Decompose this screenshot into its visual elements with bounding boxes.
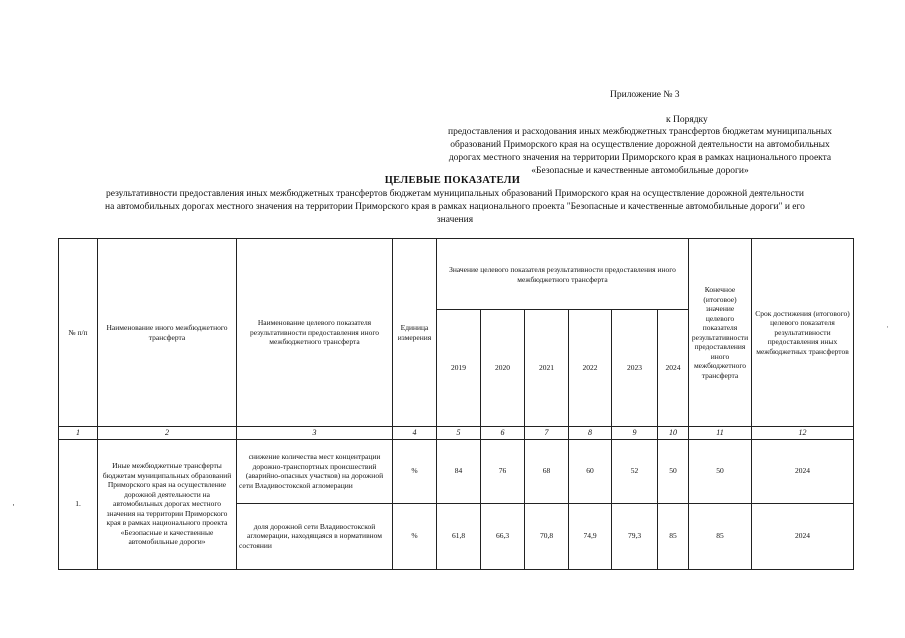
column-number: 7 [525, 427, 569, 440]
header-values-group: Значение целевого показателя результативности предоставления иного межбюджетного трансферта [437, 239, 689, 310]
value-cell: 76 [481, 439, 525, 503]
appendix-title: Приложение № 3 [610, 90, 680, 100]
column-number: 2 [98, 427, 237, 440]
final-value-cell: 85 [689, 503, 752, 569]
header-deadline: Срок достижения (итогового) целевого показателя результативности предоставления иных межбюджетных трансфертов [752, 239, 854, 427]
final-value-cell: 50 [689, 439, 752, 503]
value-cell: 52 [612, 439, 658, 503]
column-number: 9 [612, 427, 658, 440]
value-cell: 84 [437, 439, 481, 503]
header-transfer-name: Наименование иного межбюджетного трансферта [98, 239, 237, 427]
scan-speck: · [12, 500, 15, 510]
indicator-name: доля дорожной сети Владивостокской агломерации, находящаяся в нормативном состоянии [237, 503, 393, 569]
subheading-line: результативности предоставления иных межбюджетных трансфертов бюджетам муниципальных образований Приморского края на осуществление дорожной деятельности [106, 189, 804, 199]
column-number: 5 [437, 427, 481, 440]
year-header: 2019 [437, 310, 481, 427]
column-number: 3 [237, 427, 393, 440]
value-cell: 66,3 [481, 503, 525, 569]
column-number: 6 [481, 427, 525, 440]
document-heading: ЦЕЛЕВЫЕ ПОКАЗАТЕЛИ [384, 175, 521, 186]
column-numbers-row [59, 427, 854, 440]
order-title [400, 126, 880, 178]
order-line: образований Приморского края на осуществление дорожной деятельности на автомобильных [450, 140, 830, 150]
header-num: № п/п [59, 239, 98, 427]
order-reference: к Порядку [666, 115, 708, 125]
order-line: «Безопасные и качественные автомобильные дороги» [531, 166, 749, 176]
indicator-name: снижение количества мест концентрации дорожно-транспортных происшествий (аварийно-опасных участков) на дорожной сети Владивостокской агломерации [237, 439, 393, 503]
column-number: 8 [569, 427, 612, 440]
year-header: 2023 [612, 310, 658, 427]
order-line: предоставления и расходования иных межбюджетных трансфертов бюджетам муниципальных [447, 127, 833, 137]
header-indicator-name: Наименование целевого показателя результативности предоставления иного межбюджетного трансферта [237, 239, 393, 427]
header-row [59, 239, 854, 310]
subheading-line: на автомобильных дорогах местного значения на территории Приморского края в рамках национального проекта "Безопасные и качественные автомобильные дороги" и его [105, 202, 805, 212]
transfer-name: Иные межбюджетные трансферты бюджетам муниципальных образований Приморского края на осуществление дорожной деятельности на автомобильных дорогах местного значения на территории Приморского края в рамках национального проекта «Безопасные и качественные автомобильные дороги» [98, 439, 237, 569]
column-number: 11 [689, 427, 752, 440]
value-cell: 61,8 [437, 503, 481, 569]
header-unit: Единица измерения [393, 239, 437, 427]
value-cell: 50 [658, 439, 689, 503]
deadline-cell: 2024 [752, 503, 854, 569]
deadline-cell: 2024 [752, 439, 854, 503]
value-cell: 74,9 [569, 503, 612, 569]
year-header: 2022 [569, 310, 612, 427]
value-cell: 70,8 [525, 503, 569, 569]
unit-cell: % [393, 439, 437, 503]
column-number: 4 [393, 427, 437, 440]
column-number: 12 [752, 427, 854, 440]
column-number: 1 [59, 427, 98, 440]
scan-speck: · [886, 322, 889, 332]
year-header: 2024 [658, 310, 689, 427]
document-subheading [55, 188, 855, 227]
row-num: 1. [59, 439, 98, 569]
year-header: 2020 [481, 310, 525, 427]
header-final-value: Конечное (итоговое) значение целевого показателя результативности предоставления иного межбюджетного трансферта [689, 239, 752, 427]
value-cell: 68 [525, 439, 569, 503]
value-cell: 85 [658, 503, 689, 569]
value-cell: 79,3 [612, 503, 658, 569]
column-number: 10 [658, 427, 689, 440]
subheading-line: значения [436, 215, 474, 225]
table-row [59, 439, 854, 503]
value-cell: 60 [569, 439, 612, 503]
unit-cell: % [393, 503, 437, 569]
indicators-table [58, 238, 854, 570]
order-line: дорогах местного значения на территории Приморского края в рамках национального проекта [448, 153, 832, 163]
year-header: 2021 [525, 310, 569, 427]
